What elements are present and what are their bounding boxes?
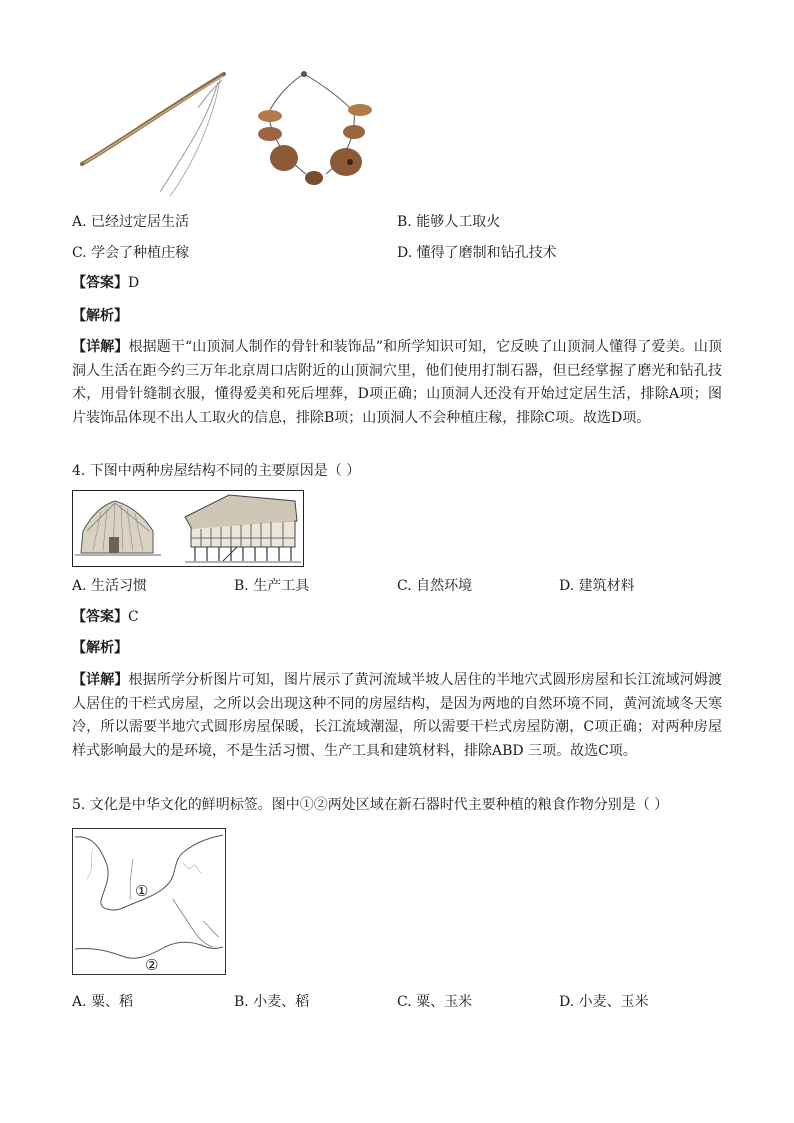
- option-d: D. 懂得了磨制和钻孔技术: [397, 245, 557, 261]
- answer-value: D: [128, 275, 140, 291]
- detail-paragraph: [72, 669, 722, 763]
- option-c: C. 粟、玉米: [397, 994, 473, 1010]
- option-a: A. 生活习惯: [72, 578, 148, 594]
- question-stem: 4. 下图中两种房屋结构不同的主要原因是（ ）: [72, 463, 361, 479]
- houses-image: [72, 490, 304, 567]
- answer-tag: 【答案】: [72, 609, 128, 625]
- bone-needle-image: [78, 68, 228, 200]
- detail-text: 根据题干“山顶洞人制作的骨针和装饰品”和所学知识可知，它反映了山顶洞人懂得了爱美。山顶洞人生活在距今约三万年北京周口店附近的山顶洞穴里，他们使用打制石器，但已经掌握了磨光和钻孔技术，用骨针缝制衣服，懂得爱美和死后埋葬，D项正确；山顶洞人还没有开始过定居生活，排除A项；图片装饰品体现不出人工取火的信息，排除B项；山顶洞人不会种植庄稼，排除C项。故选D项。: [72, 339, 723, 426]
- map-marker-2: ②: [145, 956, 159, 974]
- stone-necklace-image: [246, 66, 378, 188]
- detail-tag: 【详解】: [72, 339, 129, 355]
- detail-text: 根据所学分析图片可知，图片展示了黄河流域半坡人居住的半地穴式圆形房屋和长江流域河姆渡人居住的干栏式房屋，之所以会出现这种不同的房屋结构，是因为两地的自然环境不同，黄河流域冬天寒冷，所以需要半地穴式圆形房屋保暖，长江流域潮湿，所以需要干栏式房屋防潮，C项正确；对两种房屋样式影响最大的是环境，不是生活习惯、生产工具和建筑材料，排除ABD 三项。故选C项。: [72, 672, 723, 759]
- answer-tag: 【答案】: [72, 275, 128, 291]
- map-image: [72, 828, 226, 975]
- answer-line: [72, 273, 139, 293]
- question-stem: 5. 文化是中华文化的鲜明标签。图中①②两处区域在新石器时代主要种植的粮食作物分别是（ ）: [72, 797, 669, 813]
- analysis-label: 【解析】: [72, 308, 128, 324]
- answer-line: [72, 607, 139, 627]
- analysis-label: 【解析】: [72, 640, 128, 656]
- detail-paragraph: [72, 336, 722, 430]
- detail-tag: 【详解】: [72, 672, 129, 688]
- option-b: B. 小麦、稻: [234, 994, 310, 1010]
- option-b: B. 能够人工取火: [397, 214, 501, 230]
- option-d: D. 小麦、玉米: [559, 994, 649, 1010]
- analysis-tag: [72, 306, 128, 326]
- option-b: B. 生产工具: [234, 578, 310, 594]
- map-marker-1: ①: [135, 882, 149, 900]
- option-c: C. 学会了种植庄稼: [72, 245, 190, 261]
- option-a: A. 粟、稻: [72, 994, 134, 1010]
- option-d: D. 建筑材料: [559, 578, 635, 594]
- answer-value: C: [128, 609, 139, 625]
- map-bottom-border: [72, 974, 226, 975]
- option-c: C. 自然环境: [397, 578, 473, 594]
- analysis-tag: [72, 638, 128, 658]
- option-a: A. 已经过定居生活: [72, 214, 190, 230]
